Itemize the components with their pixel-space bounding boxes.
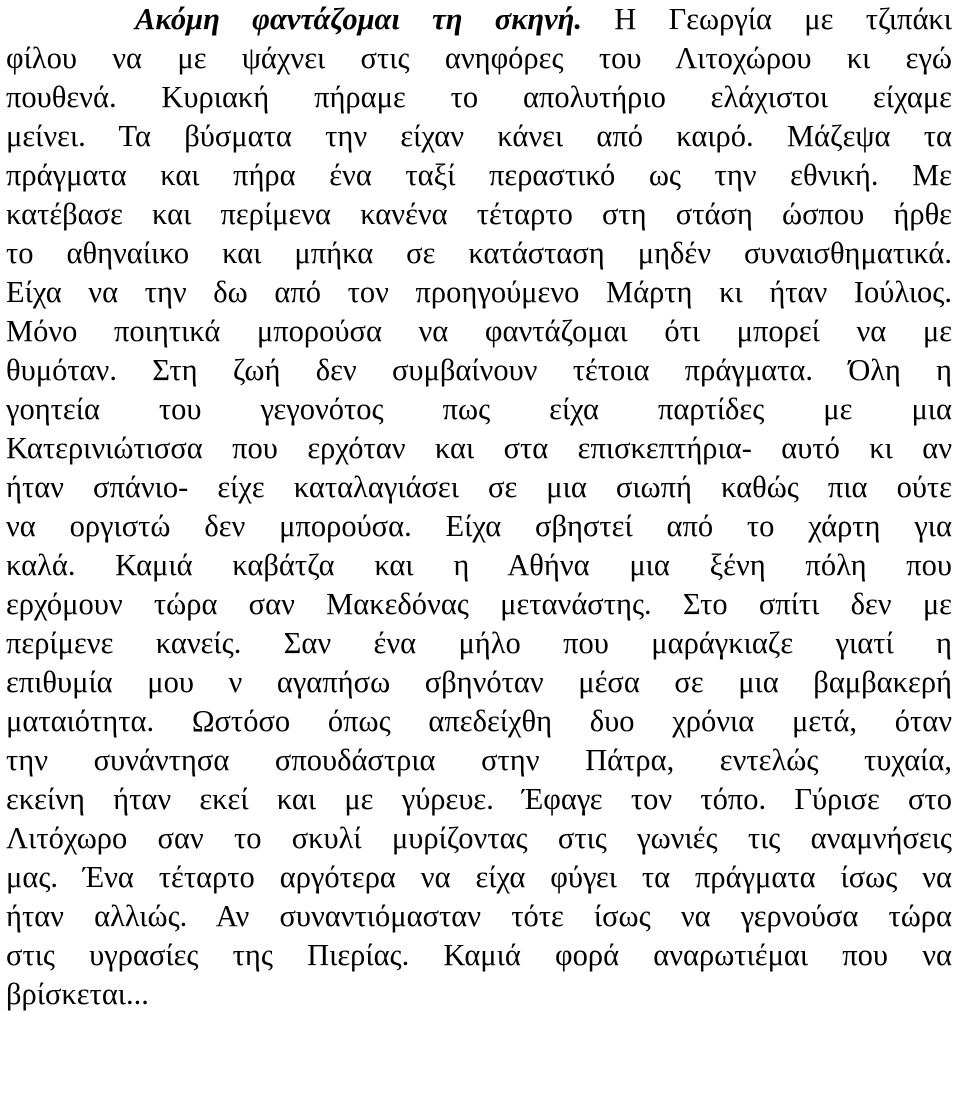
text-line: Είχα να την δω από τον προηγούμενο Μάρτη κι ήταν Ιούλιος. xyxy=(6,275,952,309)
text-line: Μόνο ποιητικά μπορούσα να φαντάζομαι ότι μπορεί να με xyxy=(6,314,952,348)
text-line-content: Η Γεωργία με τζιπάκι xyxy=(582,2,952,36)
text-line: την συνάντησα σπουδάστρια στην Πάτρα, εντελώς τυχαία, xyxy=(6,743,952,777)
text-line: ήταν σπάνιο- είχε καταλαγιάσει σε μια σιωπή καθώς πια ούτε xyxy=(6,470,952,504)
text-line: πουθενά. Κυριακή πήραμε το απολυτήριο ελάχιστοι είχαμε xyxy=(6,80,952,114)
text-line: καλά. Καμιά καβάτζα και η Αθήνα μια ξένη πόλη που xyxy=(6,548,952,582)
text-line: ήταν αλλιώς. Αν συναντιόμασταν τότε ίσως να γερνούσα τώρα xyxy=(6,899,952,933)
text-line: ματαιότητα. Ωστόσο όπως απεδείχθη δυο χρόνια μετά, όταν xyxy=(6,704,952,738)
text-line: περίμενε κανείς. Σαν ένα μήλο που μαράγκιαζε γιατί η xyxy=(6,626,952,660)
text-line: Λιτόχωρο σαν το σκυλί μυρίζοντας στις γωνιές τις αναμνήσεις xyxy=(6,821,952,855)
text-line: το αθηναίικο και μπήκα σε κατάσταση μηδέν συναισθηματικά. xyxy=(6,236,952,270)
text-line: επιθυμία μου ν αγαπήσω σβηνόταν μέσα σε μια βαμβακερή xyxy=(6,665,952,699)
text-line: Κατερινιώτισσα που ερχόταν και στα επισκεπτήρια- αυτό κι αν xyxy=(6,431,952,465)
text-line: να οργιστώ δεν μπορούσα. Είχα σβηστεί από το χάρτη για xyxy=(6,509,952,543)
text-line xyxy=(6,0,952,39)
paragraph-title: Ακόμη φαντάζομαι τη σκηνή. xyxy=(135,2,582,36)
text-line: εκείνη ήταν εκεί και με γύρευε. Έφαγε τον τόπο. Γύρισε στο xyxy=(6,782,952,816)
text-line: στις υγρασίες της Πιερίας. Καμιά φορά αναρωτιέμαι που να xyxy=(6,938,952,972)
text-line: μας. Ένα τέταρτο αργότερα να είχα φύγει τα πράγματα ίσως να xyxy=(6,860,952,894)
text-line: κατέβασε και περίμενα κανένα τέταρτο στη στάση ώσπου ήρθε xyxy=(6,197,952,231)
text-line: θυμόταν. Στη ζωή δεν συμβαίνουν τέτοια πράγματα. Όλη η xyxy=(6,353,952,387)
text-line: ερχόμουν τώρα σαν Μακεδόνας μετανάστης. Στο σπίτι δεν με xyxy=(6,587,952,621)
text-line: βρίσκεται... xyxy=(6,977,149,1011)
text-line: γοητεία του γεγονότος πως είχα παρτίδες με μια xyxy=(6,392,952,426)
text-line: πράγματα και πήρα ένα ταξί περαστικό ως την εθνική. Με xyxy=(6,158,952,192)
text-line: φίλου να με ψάχνει στις ανηφόρες του Λιτοχώρου κι εγώ xyxy=(6,41,952,75)
document-page xyxy=(6,0,952,1014)
text-line: μείνει. Τα βύσματα την είχαν κάνει από καιρό. Μάζεψα τα xyxy=(6,119,952,153)
